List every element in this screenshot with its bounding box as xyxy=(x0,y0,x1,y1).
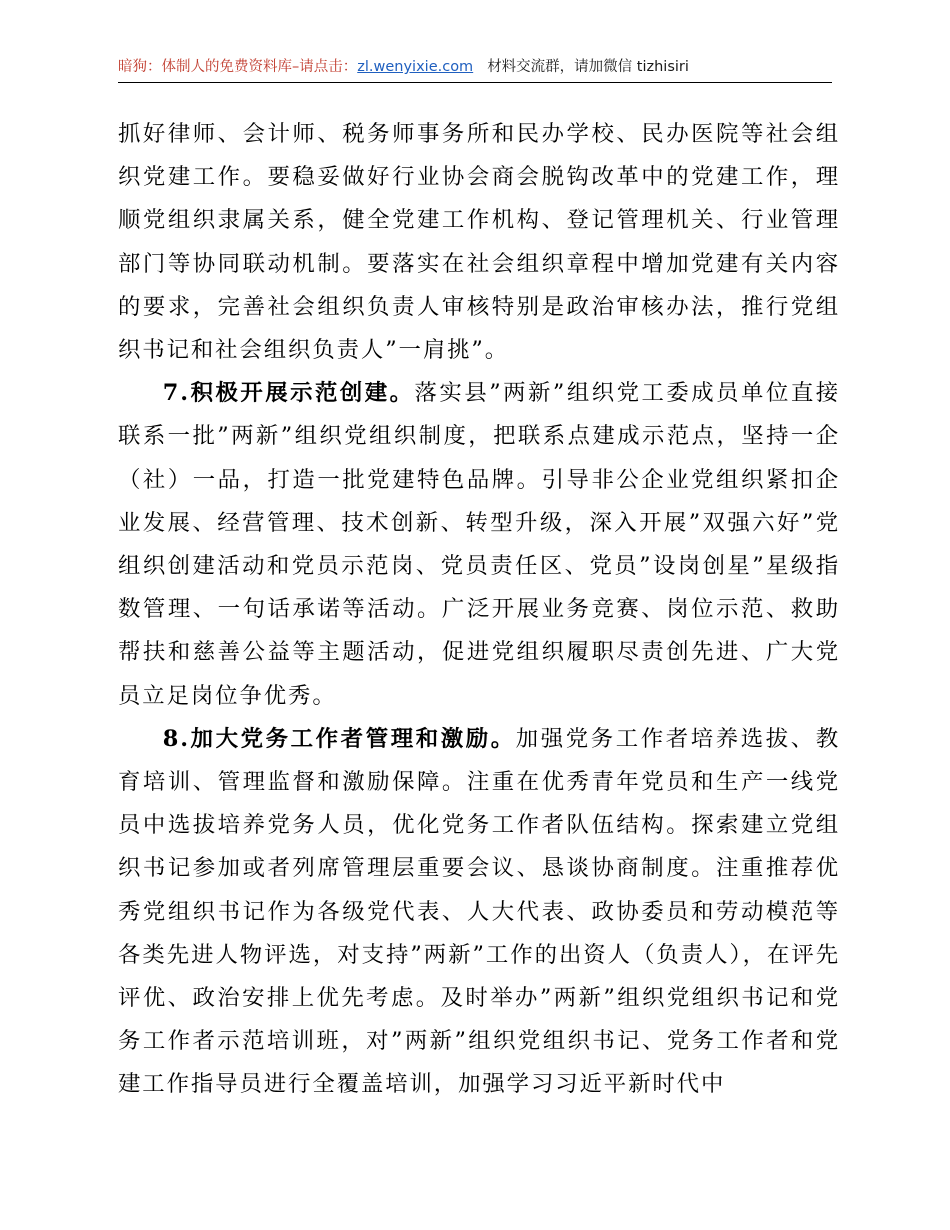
paragraph-8 xyxy=(118,718,840,1107)
header-brand: 暗狗：体制人的免费资料库 xyxy=(118,59,292,75)
header-url-link[interactable]: zl.wenyixie.com xyxy=(357,59,474,75)
paragraph-8-heading: 8.加大党务工作者管理和激励。 xyxy=(162,725,516,752)
paragraph-7-text: 落实县”两新”组织党工委成员单位直接联系一批”两新”组织党组织制度，把联系点建成示范点，坚持一企（社）一品，打造一批党建特色品牌。引导非公企业党组织紧扣企业发展、经营管理、技术创新、转型升级，深入开展”双强六好”党组织创建活动和党员示范岗、党员责任区、党员”设岗创星”星级指数管理、一句话承诺等活动。广泛开展业务竞赛、岗位示范、救助帮扶和慈善公益等主题活动，促进党组织履职尽责创先进、广大党员立足岗位争优秀。 xyxy=(118,380,841,709)
paragraph-continued: 抓好律师、会计师、税务师事务所和民办学校、民办医院等社会组织党建工作。要稳妥做好行业协会商会脱钩改革中的党建工作，理顺党组织隶属关系，健全党建工作机构、登记管理机关、行业管理部门等协同联动机制。要落实在社会组织章程中增加党建有关内容的要求，完善社会组织负责人审核特别是政治审核办法，推行党组织书记和社会组织负责人”一肩挑”。 xyxy=(118,121,840,364)
paragraph-8-text: 加强党务工作者培养选拔、教育培训、管理监督和激励保障。注重在优秀青年党员和生产一线党员中选拔培养党务人员，优化党务工作者队伍结构。探索建立党组织书记参加或者列席管理层重要会议、恳谈协商制度。注重推荐优秀党组织书记作为各级党代表、人大代表、政协委员和劳动模范等各类先进人物评选，对支持”两新”工作的出资人（负责人），在评先评优、政治安排上优先考虑。及时举办”两新”组织党组织书记和党务工作者示范培训班，对”两新”组织党组织书记、党务工作者和党建工作指导员进行全覆盖培训，加强学习习近平新时代中 xyxy=(118,725,841,1098)
paragraph-7 xyxy=(118,372,840,718)
page-header xyxy=(118,56,832,83)
header-prompt: –请点击： xyxy=(292,59,358,75)
header-contact: 材料交流群，请加微信 tizhisiri xyxy=(487,59,689,75)
document-body xyxy=(118,113,840,1107)
paragraph-7-heading: 7.积极开展示范创建。 xyxy=(162,380,415,407)
